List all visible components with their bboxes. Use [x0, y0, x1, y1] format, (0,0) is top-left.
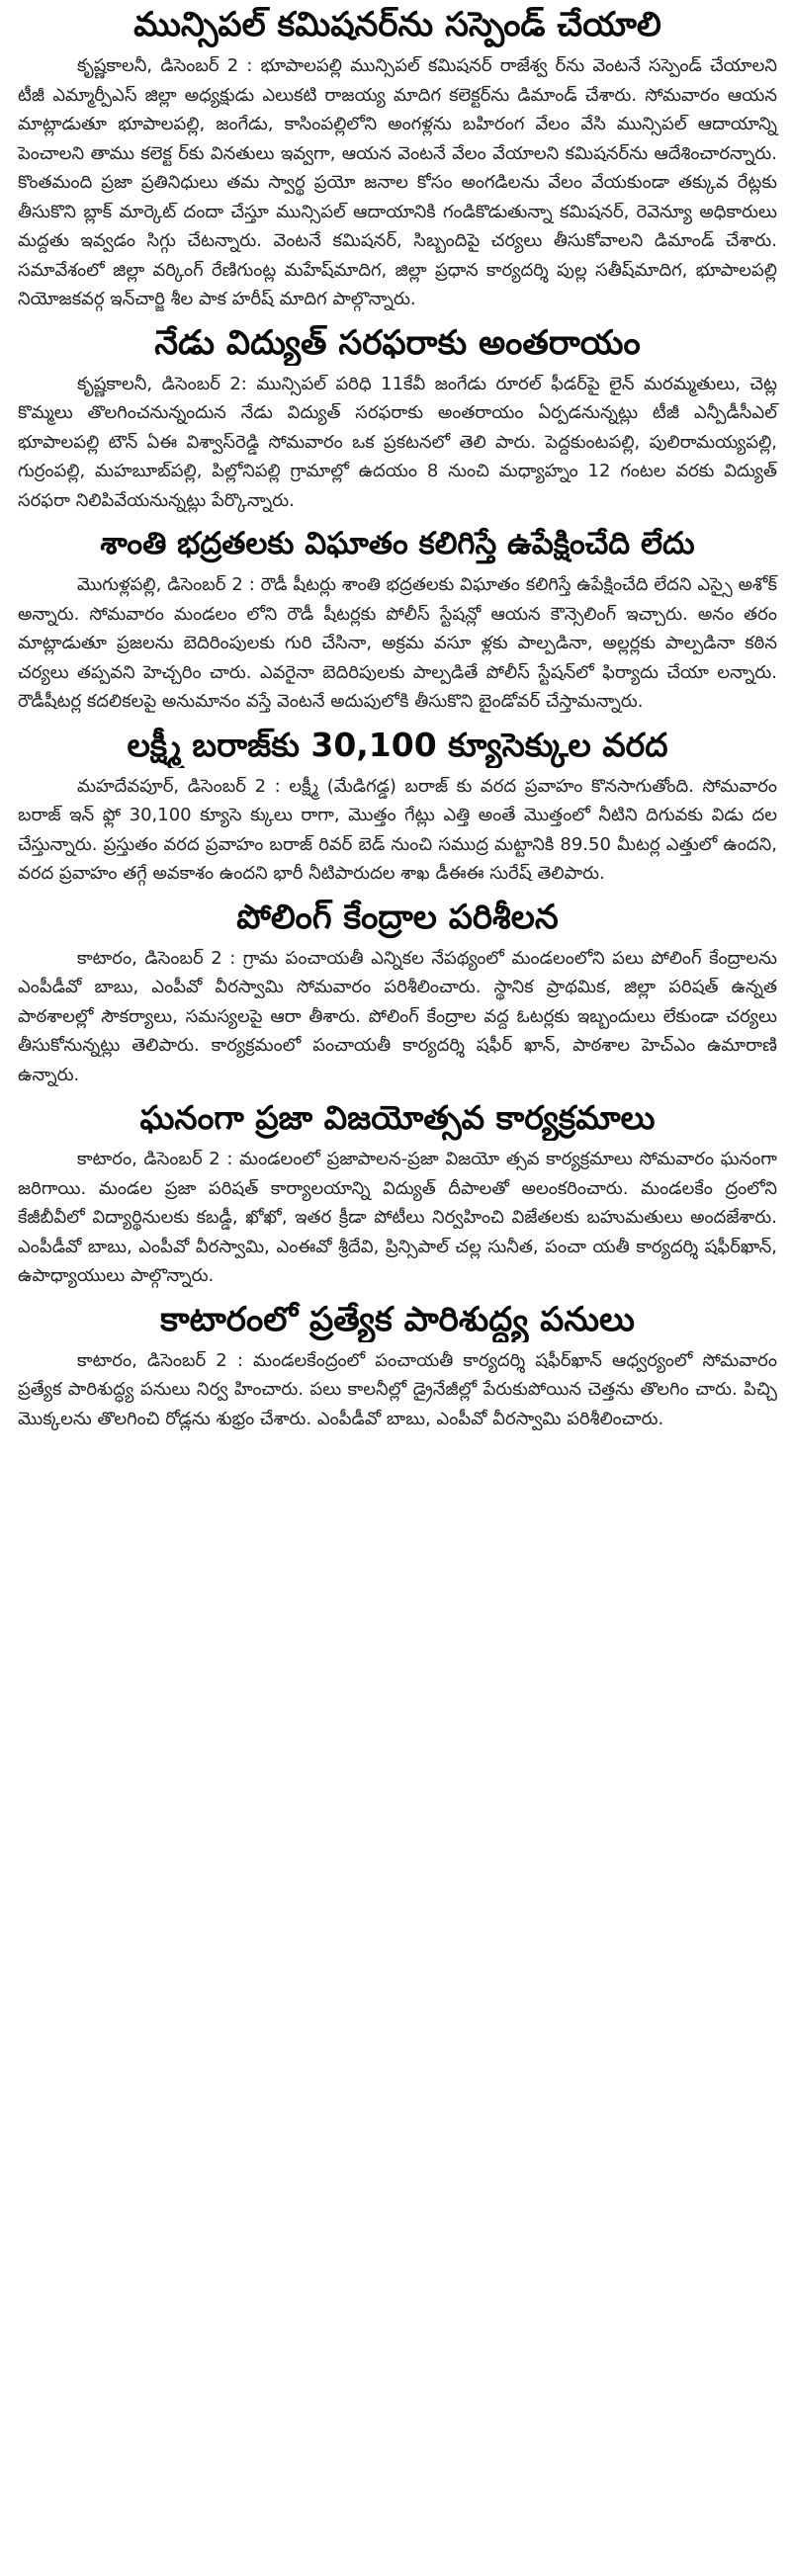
- article-barrage-flood: [18, 723, 777, 889]
- article-headline: నేడు విద్యుత్ సరఫరాకు అంతరాయం: [154, 322, 641, 363]
- article-sanitation-works: [18, 1297, 777, 1434]
- article-law-and-order: [18, 521, 777, 717]
- article-power-interruption: [18, 320, 777, 516]
- article-body: కాటారం, డిసెంబర్ 2 : గ్రామ పంచాయతీ ఎన్నికల నేపథ్యంలో మండలంలోని పలు పోలింగ్ కేంద్రాలను ఎంపీడీవో బాబు, ఎంపీవో వీరస్వామి సోమవారం పరిశీలించారు. స్థానిక ప్రాథమిక, జిల్లా పరిషత్ ఉన్నత పాఠశాలల్లో సౌకర్యాలు, సమస్యలపై ఆరా తీశారు. పోలింగ్ కేంద్రాల వద్ద ఓటర్లకు ఇబ్బందులు లేకుండా చర్యలు తీసుకోనున్నట్లు తెలిపారు. కార్యక్రమంలో పంచాయతీ కార్యదర్శి షఫీర్ ఖాన్, పాఠశాల హెచ్ఎం ఉమారాణి ఉన్నారు.: [18, 947, 777, 1085]
- article-body: కృష్ణకాలనీ, డిసెంబర్ 2: మున్సిపల్ పరిధి 11కేవీ జంగేడు రూరల్ ఫీడర్‌పై లైన్ మరమ్మతులు, చెట్ల కొమ్మలు తొలగించనున్నందున నేడు విద్యుత్ సరఫరాకు అంతరాయం ఏర్పడనున్నట్లు టీజీ ఎన్పీడీసీఎల్ భూపాలపల్లి టౌన్ ఏఈ విశ్వాస్‌రెడ్డి సోమవారం ఒక ప్రకటనలో తెలి పారు. పెద్దకుంటపల్లి, పులిరామయ్యపల్లి, గుర్రంపల్లి, మహబూబ్‌పల్లి, పిల్లోనిపల్లి గ్రామాల్లో ఉదయం 8 నుంచి మధ్యాహ్నం 12 గంటల వరకు విద్యుత్ సరఫరా నిలిపివేయనున్నట్లు పేర్కొన్నారు.: [18, 373, 777, 511]
- article-body: కాటారం, డిసెంబర్ 2 : మండలకేంద్రంలో పంచాయతీ కార్యదర్శి షఫీర్‌ఖాన్ ఆధ్వర్యంలో సోమవారం ప్రత్యేక పారిశుద్ధ్య పనులు నిర్వ హించారు. పలు కాలనీల్లో డ్రైనేజీల్లో పేరుకుపోయిన చెత్తను తొలగిం చారు. పిచ్చి మొక్కలను తొలగించి రోడ్లను శుభ్రం చేశారు. ఎంపీడీవో బాబు, ఎంపీవో వీరస్వామి పరిశీలించారు.: [18, 1349, 777, 1429]
- newspaper-clipping: [0, 2, 791, 1433]
- article-headline: మున్సిపల్ కమిషనర్‌ను సస్పెండ్ చేయాలి: [133, 5, 661, 44]
- article-headline: లక్ష్మీ బరాజ్‌కు 30,100 క్యూసెక్కుల వరద: [127, 725, 668, 764]
- article-headline: ఘనంగా ప్రజా విజయోత్సవ కార్యక్రమాలు: [139, 1098, 656, 1137]
- article-body: మొగుళ్లపల్లి, డిసెంబర్ 2 : రౌడీ షీటర్లు శాంతి భద్రతలకు విఘాతం కలిగిస్తే ఉపేక్షించేది లేదని ఎస్సై అశోక్ అన్నారు. సోమవారం మండలం లోని రౌడీ షీటర్లకు పోలీస్ స్టేషన్లో ఆయన కౌన్సెలింగ్ ఇచ్చారు. అనం తరం మాట్లాడుతూ ప్రజలను బెదిరింపులకు గురి చేసినా, అక్రమ వసూ ళ్లకు పాల్పడినా, అల్లర్లకు పాల్పడినా కఠిన చర్యలు తప్పవని హెచ్చరిం చారు. ఎవరైనా బెదిరిపులకు పాల్పడితే పోలీస్ స్టేషన్‌లో ఫిర్యాదు చేయా లన్నారు. రౌడీషీటర్ల కదలికలపై అనుమానం వస్తే వెంటనే అదుపులోకి తీసుకొని బైండోవర్ చేస్తామన్నారు.: [18, 574, 777, 712]
- article-body: కృష్ణకాలనీ, డిసెంబర్ 2 : భూపాలపల్లి మున్సిపల్ కమిషనర్ రాజేశ్వ ర్‌ను వెంటనే సస్పెండ్ చేయాలని టీజీ ఎమ్మార్పీఎస్ జిల్లా అధ్యక్షుడు ఎలుకటి రాజయ్య మాదిగ కలెక్టర్‌ను డిమాండ్ చేశారు. సోమవారం ఆయన మాట్లాడుతూ భూపాలపల్లి, జంగేడు, కాసింపల్లిలోని అంగళ్లను బహిరంగ వేలం వేసి మున్సిపల్ ఆదాయాన్ని పెంచాలని తాము కలెక్ట ర్‌కు వినతులు ఇవ్వగా, ఆయన వెంటనే వేలం వేయాలని కమిషనర్‌ను ఆదేశించారన్నారు. కొంతమంది ప్రజా ప్రతినిధులు తమ స్వార్థ ప్రయో జనాల కోసం అంగడిలను వేలం వేయకుండా తక్కువ రేట్లకు తీసుకొని బ్లాక్ మార్కెట్ దందా చేస్తూ మున్సిపల్ ఆదాయానికి గండికొడుతున్నా కమిషనర్, రెవెన్యూ అధికారులు మద్దతు ఇవ్వడం సిగ్గు చేటన్నారు. వెంటనే కమిషనర్, సిబ్బందిపై చర్యలు తీసుకోవాలని డిమాండ్ చేశారు. సమావేశంలో జిల్లా వర్కింగ్ రేణిగుంట్ల మహేష్‌మాదిగ, జిల్లా ప్రధాన కార్యదర్శి పుల్ల సతీష్‌మాదిగ, భూపాలపల్లి నియోజకవర్గ ఇన్‌చార్జి శీల పాక హరీష్ మాదిగ పాల్గొన్నారు.: [18, 55, 777, 309]
- article-body: కాటారం, డిసెంబర్ 2 : మండలంలో ప్రజాపాలన-ప్రజా విజయో త్సవ కార్యక్రమాలు సోమవారం ఘనంగా జరిగాయి. మండల ప్రజా పరిషత్ కార్యాలయాన్ని విద్యుత్ దీపాలతో అలంకరించారు. మండలకేం ద్రంలోని కేజీబీవీలో విద్యార్థినులకు కబడ్డీ, ఖోఖో, ఇతర క్రీడా పోటీలు నిర్వహించి విజేతలకు బహుమతులు అందజేశారు. ఎంపీడీవో బాబు, ఎంపీవో వీరస్వామి, ఎంఈవో శ్రీదేవి, ప్రిన్సిపాల్ చల్ల సునీత, పంచా యతీ కార్యదర్శి షఫీర్‌ఖాన్, ఉపాధ్యాయులు పాల్గొన్నారు.: [18, 1149, 777, 1286]
- article-body: మహదేవపూర్, డిసెంబర్ 2 : లక్ష్మీ (మేడిగడ్డ) బరాజ్ కు వరద ప్రవాహం కొనసాగుతోంది. సోమవారం బరాజ్ ఇన్ ఫ్లో 30,100 క్యూసె క్కులు రాగా, మొత్తం గేట్లు ఎత్తి అంతే మొత్తంలో నీటిని దిగువకు విడు దల చేస్తున్నారు. ప్రస్తుతం వరద ప్రవాహం బరాజ్ రివర్ బెడ్ నుంచి సముద్ర మట్టానికి 89.50 మీటర్ల ఎత్తులో ఉందని, వరద ప్రవాహం తగ్గే అవకాశం ఉందని భారీ నీటిపారుదల శాఖ డీఈఈ సురేష్ తెలిపారు.: [18, 775, 777, 884]
- article-commissioner-suspension: [18, 2, 777, 314]
- article-polling-centres: [18, 895, 777, 1090]
- article-headline: కాటారంలో ప్రత్యేక పారిశుద్ధ్య పనులు: [160, 1299, 635, 1339]
- article-victory-celebrations: [18, 1095, 777, 1291]
- article-headline: శాంతి భద్రతలకు విఘాతం కలిగిస్తే ఉపేక్షించేది లేదు: [100, 526, 695, 561]
- article-headline: పోలింగ్ కేంద్రాల పరిశీలన: [236, 897, 559, 937]
